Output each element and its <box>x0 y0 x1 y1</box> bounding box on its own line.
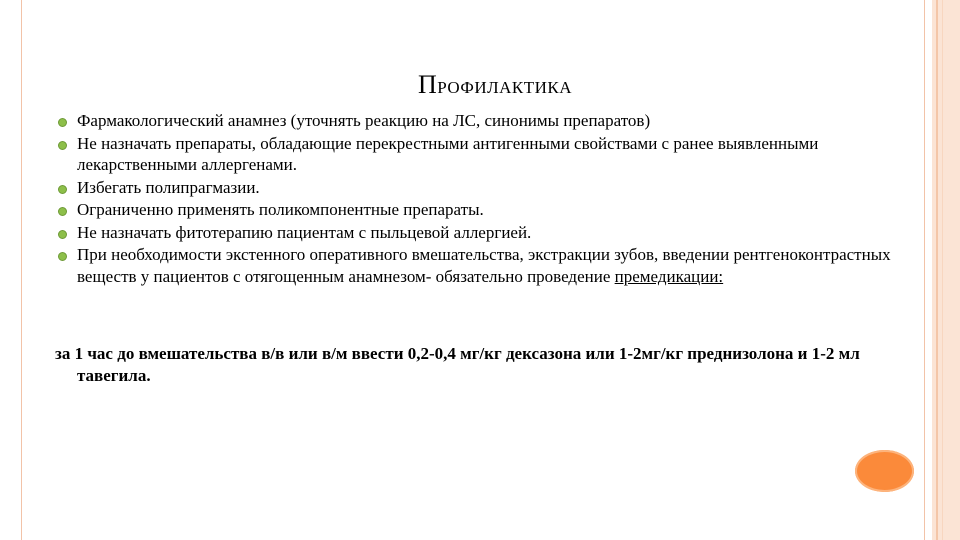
bullet-icon <box>58 230 67 239</box>
list-item <box>55 199 905 221</box>
slide-title <box>0 70 960 100</box>
title-first-letter: П <box>417 70 438 99</box>
bullet-list <box>55 110 905 288</box>
premedication-instructions: за 1 час до вмешательства в/в или в/м ввести 0,2-0,4 мг/кг дексазона или 1-2мг/кг преднизолона и 1-2 мл тавегила. <box>55 344 860 385</box>
list-item <box>55 222 905 244</box>
list-item <box>55 110 905 132</box>
bullet-icon <box>58 207 67 216</box>
list-item <box>55 133 905 176</box>
bullet-text: При необходимости экстенного оперативного вмешательства, экстракции зубов, введении рентгеноконтрастных веществ у пациентов с отягощенным анамнезом- обязательно проведение <box>77 245 891 286</box>
bullet-text: Не назначать фитотерапию пациентам с пыльцевой аллергией. <box>77 222 532 242</box>
bullet-icon <box>58 252 67 261</box>
decorative-orange-circle <box>855 450 914 492</box>
bullet-text: Ограниченно применять поликомпонентные препараты. <box>77 200 484 219</box>
bullet-underlined-text: премедикации: <box>614 266 724 286</box>
bullet-icon <box>58 141 67 150</box>
bullet-text: Не назначать препараты, обладающие перекрестными антигенными свойствами с ранее выявленными лекарственными аллергенами. <box>77 133 819 174</box>
bullet-icon <box>58 118 67 127</box>
title-rest: РОФИЛАКТИКА <box>437 78 573 97</box>
bullet-text: Избегать полипрагмазии. <box>77 177 260 197</box>
bullet-icon <box>58 185 67 194</box>
list-item <box>55 177 905 199</box>
list-item <box>55 244 905 287</box>
bullet-text: Фармакологический анамнез (уточнять реакцию на ЛС, синонимы препаратов) <box>77 111 651 130</box>
